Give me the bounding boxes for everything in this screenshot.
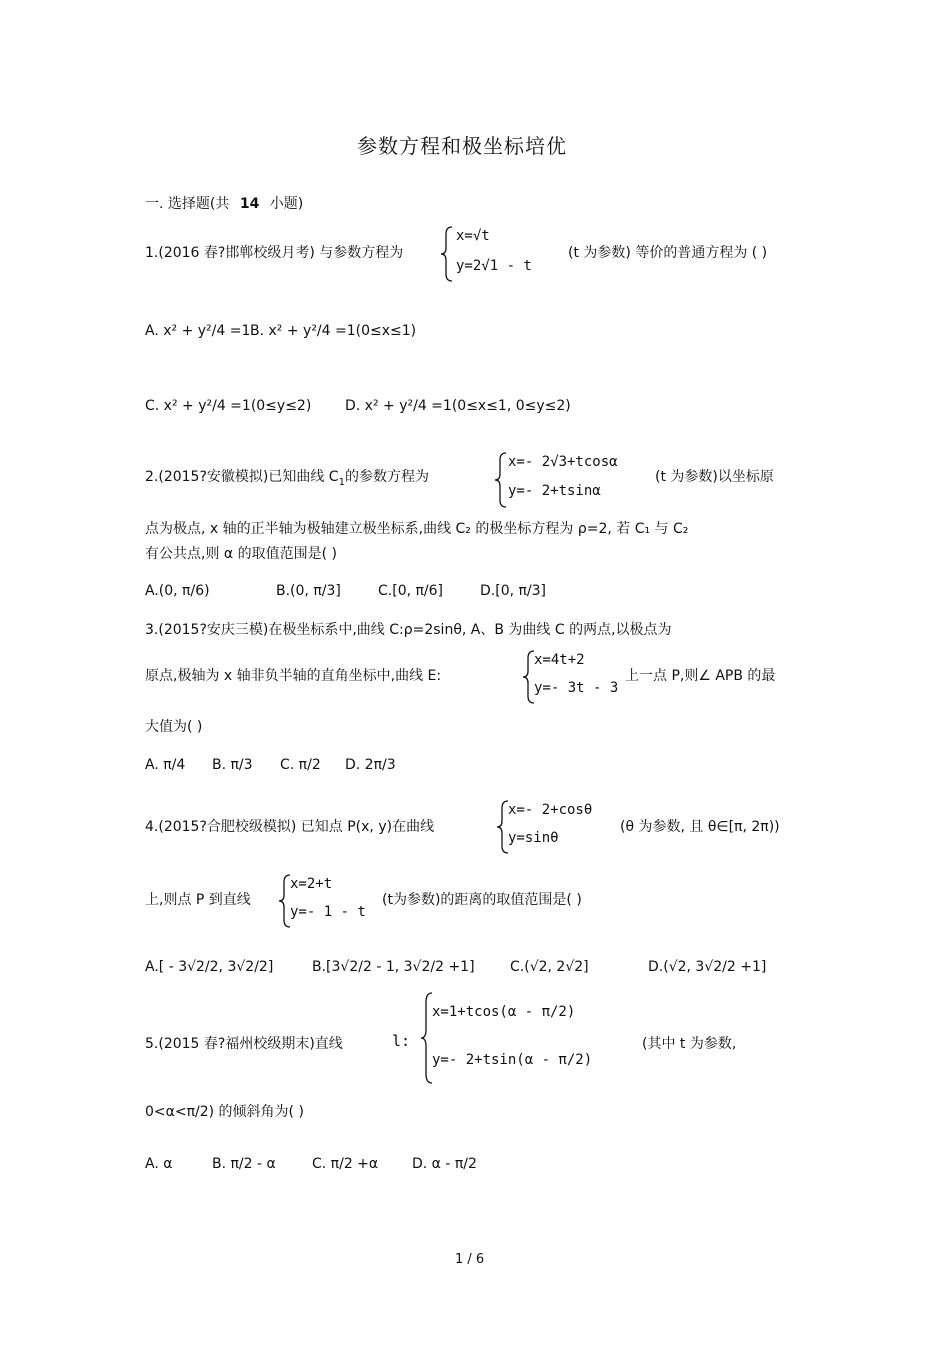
q2-line3: 有公共点,则 α 的取值范围是( ) [145,546,337,562]
section-count: 14 [239,196,260,212]
brace-icon [494,452,508,508]
q3-option-b: B. π/3 [212,757,253,773]
q3-sys-line1: x=4t+2 [534,652,585,668]
q5-line1b: (其中 t 为参数, [642,1036,737,1052]
q1-option-c: C. x² + y²/4 =1(0≤y≤2) [145,398,312,414]
q2-option-c: C.[0, π/6] [378,583,444,599]
q1-option-d: D. x² + y²/4 =1(0≤x≤1, 0≤y≤2) [345,398,571,414]
q5-option-d: D. α - π/2 [412,1156,477,1172]
brace-icon [440,226,454,282]
q5-system [420,990,630,1086]
q4-line1a: 4.(2015?合肥校级模拟) 已知点 P(x, y)在曲线 [145,819,435,835]
section-suffix: 小题) [269,196,304,212]
q4-option-b: B.[3√2/2 - 1, 3√2/2 +1] [312,959,475,975]
q2-sys-line1: x=- 2√3+tcosα [508,454,618,470]
q3-line2a: 原点,极轴为 x 轴非负半轴的直角坐标中,曲线 E: [145,668,442,684]
q5-option-a: A. α [145,1156,173,1172]
q2-stem-a-text: 2.(2015?安徽模拟)已知曲线 C [145,469,339,485]
q4-sys-line4: y=- 1 - t [290,904,366,920]
q4-option-d: D.(√2, 3√2/2 +1] [648,959,767,975]
q4-line2b: (t为参数)的距离的取值范围是( ) [382,892,582,908]
q2-sys-line2: y=- 2+tsinα [508,483,601,499]
q1-option-a: A. x² + y²/4 =1 [145,323,251,339]
q1-option-b: B. x² + y²/4 =1(0≤x≤1) [250,323,417,339]
q2-stem-a2-text: 的参数方程为 [344,469,429,485]
q5-line-name: l: [392,1032,411,1050]
section-heading [145,195,303,213]
q3-sys-line2: y=- 3t - 3 [534,680,619,696]
page-title: 参数方程和极坐标培优 [357,134,567,158]
q3-option-c: C. π/2 [280,757,321,773]
q4-line2a: 上,则点 P 到直线 [145,892,251,908]
q3-line1: 3.(2015?安庆三模)在极坐标系中,曲线 C:ρ=2sinθ, A、B 为曲线 C 的两点,以极点为 [145,622,672,638]
q4-option-a: A.[ - 3√2/2, 3√2/2] [145,959,274,975]
q4-option-c: C.(√2, 2√2] [510,959,589,975]
q2-line2: 点为极点, x 轴的正半轴为极轴建立极坐标系,曲线 C₂ 的极坐标方程为 ρ=2, 若 C₁ 与 C₂ [145,521,689,537]
q3-option-d: D. 2π/3 [345,757,396,773]
q2-system [494,450,634,510]
q3-option-a: A. π/4 [145,757,186,773]
q5-sys-line2: y=- 2+tsin(α - π/2) [432,1052,593,1068]
q5-option-c: C. π/2 +α [312,1156,379,1172]
q2-c1-subscript: 1 [338,476,345,488]
q5-line2: 0<α<π/2) 的倾斜角为( ) [145,1104,304,1120]
q4-sys-line3: x=2+t [290,876,333,892]
q4-sys-line2: y=sinθ [508,830,559,846]
q5-line1a: 5.(2015 春?福州校级期末)直线 [145,1036,343,1052]
q3-line2b: 上一点 P,则∠ APB 的最 [625,668,776,684]
q2-option-a: A.(0, π/6) [145,583,210,599]
q4-system-line [278,872,378,928]
q2-stem-b: (t 为参数)以坐标原 [655,469,774,485]
q1-stem-a: 1.(2016 春?邯郸校级月考) 与参数方程为 [145,245,404,261]
q1-stem-b: (t 为参数) 等价的普通方程为 ( ) [568,245,768,261]
q2-option-b: B.(0, π/3] [276,583,341,599]
q1-sys-line1: x=√t [456,228,490,244]
q4-sys-line1: x=- 2+cosθ [508,802,593,818]
q2-option-d: D.[0, π/3] [480,583,547,599]
q3-system [522,648,632,704]
q2-stem-a [145,468,429,492]
q1-system [440,224,550,284]
q5-option-b: B. π/2 - α [212,1156,276,1172]
section-prefix: 一. 选择题(共 [145,196,230,212]
q4-line1b: (θ 为参数, 且 θ∈[π, 2π)) [620,819,780,835]
page-number: 1 / 6 [455,1252,485,1267]
q4-system-curve [496,798,616,854]
q3-line3: 大值为( ) [145,719,203,735]
q5-sys-line1: x=1+tcos(α - π/2) [432,1004,576,1020]
q1-sys-line2: y=2√1 - t [456,258,532,274]
